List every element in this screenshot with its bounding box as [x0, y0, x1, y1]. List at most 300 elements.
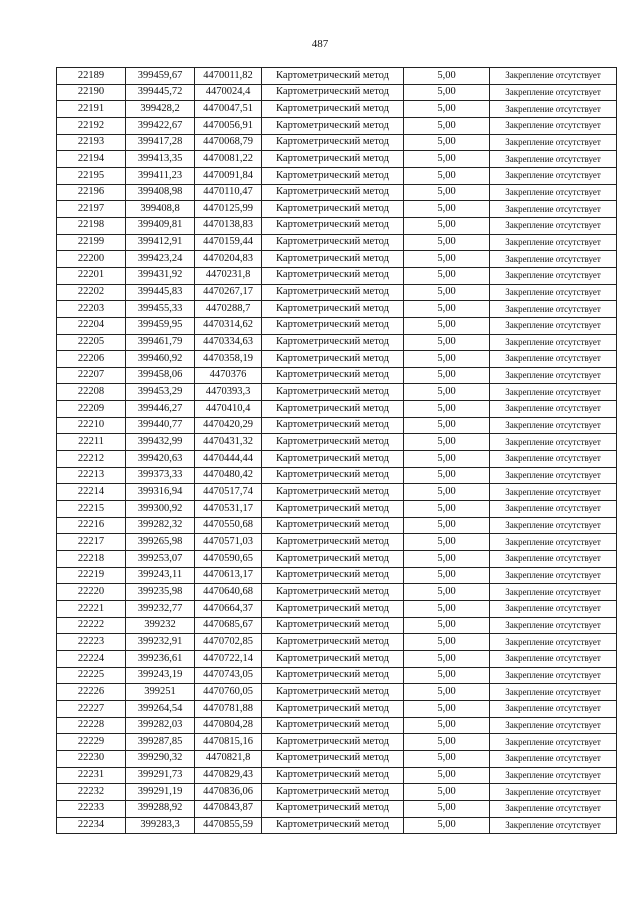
fixation-status-cell: Закрепление отсутствует — [490, 401, 617, 418]
accuracy-cell: 5,00 — [404, 700, 490, 717]
accuracy-cell: 5,00 — [404, 667, 490, 684]
accuracy-cell: 5,00 — [404, 650, 490, 667]
y-coordinate-cell: 4470550,68 — [195, 517, 262, 534]
table-row — [57, 284, 617, 301]
table-row — [57, 817, 617, 834]
x-coordinate-cell: 399251 — [126, 684, 195, 701]
x-coordinate-cell: 399459,67 — [126, 68, 195, 85]
fixation-status-cell: Закрепление отсутствует — [490, 584, 617, 601]
table-row — [57, 134, 617, 151]
y-coordinate-cell: 4470138,83 — [195, 217, 262, 234]
x-coordinate-cell: 399408,8 — [126, 201, 195, 218]
method-cell: Картометрический метод — [262, 84, 404, 101]
method-cell: Картометрический метод — [262, 734, 404, 751]
point-number-cell: 22202 — [57, 284, 126, 301]
y-coordinate-cell: 4470288,7 — [195, 301, 262, 318]
y-coordinate-cell: 4470640,68 — [195, 584, 262, 601]
fixation-status-cell: Закрепление отсутствует — [490, 800, 617, 817]
x-coordinate-cell: 399243,19 — [126, 667, 195, 684]
accuracy-cell: 5,00 — [404, 317, 490, 334]
table-row — [57, 417, 617, 434]
table-row — [57, 201, 617, 218]
table-row — [57, 317, 617, 334]
point-number-cell: 22229 — [57, 734, 126, 751]
page-number: 487 — [311, 38, 329, 50]
point-number-cell: 22192 — [57, 117, 126, 134]
point-number-cell: 22209 — [57, 401, 126, 418]
x-coordinate-cell: 399287,85 — [126, 734, 195, 751]
x-coordinate-cell: 399431,92 — [126, 267, 195, 284]
y-coordinate-cell: 4470480,42 — [195, 467, 262, 484]
accuracy-cell: 5,00 — [404, 201, 490, 218]
method-cell: Картометрический метод — [262, 134, 404, 151]
method-cell: Картометрический метод — [262, 634, 404, 651]
fixation-status-cell: Закрепление отсутствует — [490, 750, 617, 767]
fixation-status-cell: Закрепление отсутствует — [490, 201, 617, 218]
accuracy-cell: 5,00 — [404, 734, 490, 751]
table-row — [57, 151, 617, 168]
method-cell: Картометрический метод — [262, 201, 404, 218]
point-number-cell: 22194 — [57, 151, 126, 168]
accuracy-cell: 5,00 — [404, 417, 490, 434]
method-cell: Картометрический метод — [262, 767, 404, 784]
fixation-status-cell: Закрепление отсутствует — [490, 484, 617, 501]
fixation-status-cell: Закрепление отсутствует — [490, 184, 617, 201]
point-number-cell: 22191 — [57, 101, 126, 118]
y-coordinate-cell: 4470410,4 — [195, 401, 262, 418]
method-cell: Картометрический метод — [262, 451, 404, 468]
accuracy-cell: 5,00 — [404, 68, 490, 85]
accuracy-cell: 5,00 — [404, 334, 490, 351]
accuracy-cell: 5,00 — [404, 634, 490, 651]
accuracy-cell: 5,00 — [404, 584, 490, 601]
x-coordinate-cell: 399423,24 — [126, 251, 195, 268]
accuracy-cell: 5,00 — [404, 384, 490, 401]
fixation-status-cell: Закрепление отсутствует — [490, 451, 617, 468]
table-row — [57, 234, 617, 251]
point-number-cell: 22206 — [57, 351, 126, 368]
fixation-status-cell: Закрепление отсутствует — [490, 734, 617, 751]
fixation-status-cell: Закрепление отсутствует — [490, 501, 617, 518]
x-coordinate-cell: 399440,77 — [126, 417, 195, 434]
fixation-status-cell: Закрепление отсутствует — [490, 384, 617, 401]
y-coordinate-cell: 4470829,43 — [195, 767, 262, 784]
point-number-cell: 22210 — [57, 417, 126, 434]
point-number-cell: 22201 — [57, 267, 126, 284]
accuracy-cell: 5,00 — [404, 551, 490, 568]
method-cell: Картометрический метод — [262, 700, 404, 717]
y-coordinate-cell: 4470444,44 — [195, 451, 262, 468]
fixation-status-cell: Закрепление отсутствует — [490, 817, 617, 834]
y-coordinate-cell: 4470804,28 — [195, 717, 262, 734]
table-row — [57, 517, 617, 534]
x-coordinate-cell: 399422,67 — [126, 117, 195, 134]
accuracy-cell: 5,00 — [404, 401, 490, 418]
method-cell: Картометрический метод — [262, 68, 404, 85]
accuracy-cell: 5,00 — [404, 800, 490, 817]
fixation-status-cell: Закрепление отсутствует — [490, 684, 617, 701]
method-cell: Картометрический метод — [262, 650, 404, 667]
point-number-cell: 22190 — [57, 84, 126, 101]
method-cell: Картометрический метод — [262, 784, 404, 801]
fixation-status-cell: Закрепление отсутствует — [490, 467, 617, 484]
accuracy-cell: 5,00 — [404, 367, 490, 384]
method-cell: Картометрический метод — [262, 301, 404, 318]
table-row — [57, 401, 617, 418]
fixation-status-cell: Закрепление отсутствует — [490, 234, 617, 251]
method-cell: Картометрический метод — [262, 584, 404, 601]
x-coordinate-cell: 399235,98 — [126, 584, 195, 601]
y-coordinate-cell: 4470702,85 — [195, 634, 262, 651]
table-row — [57, 601, 617, 618]
y-coordinate-cell: 4470431,32 — [195, 434, 262, 451]
y-coordinate-cell: 4470517,74 — [195, 484, 262, 501]
fixation-status-cell: Закрепление отсутствует — [490, 617, 617, 634]
table-row — [57, 784, 617, 801]
x-coordinate-cell: 399243,11 — [126, 567, 195, 584]
fixation-status-cell: Закрепление отсутствует — [490, 284, 617, 301]
fixation-status-cell: Закрепление отсутствует — [490, 717, 617, 734]
x-coordinate-cell: 399282,32 — [126, 517, 195, 534]
accuracy-cell: 5,00 — [404, 451, 490, 468]
point-number-cell: 22199 — [57, 234, 126, 251]
y-coordinate-cell: 4470376 — [195, 367, 262, 384]
accuracy-cell: 5,00 — [404, 251, 490, 268]
table-row — [57, 567, 617, 584]
method-cell: Картометрический метод — [262, 251, 404, 268]
accuracy-cell: 5,00 — [404, 434, 490, 451]
method-cell: Картометрический метод — [262, 534, 404, 551]
table-row — [57, 384, 617, 401]
x-coordinate-cell: 399282,03 — [126, 717, 195, 734]
y-coordinate-cell: 4470159,44 — [195, 234, 262, 251]
point-number-cell: 22207 — [57, 367, 126, 384]
fixation-status-cell: Закрепление отсутствует — [490, 767, 617, 784]
point-number-cell: 22205 — [57, 334, 126, 351]
y-coordinate-cell: 4470056,91 — [195, 117, 262, 134]
x-coordinate-cell: 399291,19 — [126, 784, 195, 801]
x-coordinate-cell: 399316,94 — [126, 484, 195, 501]
fixation-status-cell: Закрепление отсутствует — [490, 101, 617, 118]
y-coordinate-cell: 4470613,17 — [195, 567, 262, 584]
y-coordinate-cell: 4470358,19 — [195, 351, 262, 368]
table-row — [57, 451, 617, 468]
y-coordinate-cell: 4470843,87 — [195, 800, 262, 817]
table-row — [57, 800, 617, 817]
accuracy-cell: 5,00 — [404, 717, 490, 734]
fixation-status-cell: Закрепление отсутствует — [490, 534, 617, 551]
method-cell: Картометрический метод — [262, 667, 404, 684]
y-coordinate-cell: 4470781,88 — [195, 700, 262, 717]
point-number-cell: 22196 — [57, 184, 126, 201]
method-cell: Картометрический метод — [262, 417, 404, 434]
x-coordinate-cell: 399253,07 — [126, 551, 195, 568]
x-coordinate-cell: 399283,3 — [126, 817, 195, 834]
y-coordinate-cell: 4470314,62 — [195, 317, 262, 334]
y-coordinate-cell: 4470855,59 — [195, 817, 262, 834]
point-number-cell: 22228 — [57, 717, 126, 734]
x-coordinate-cell: 399420,63 — [126, 451, 195, 468]
table-row — [57, 617, 617, 634]
x-coordinate-cell: 399373,33 — [126, 467, 195, 484]
y-coordinate-cell: 4470334,63 — [195, 334, 262, 351]
accuracy-cell: 5,00 — [404, 301, 490, 318]
method-cell: Картометрический метод — [262, 551, 404, 568]
accuracy-cell: 5,00 — [404, 351, 490, 368]
table-row — [57, 750, 617, 767]
fixation-status-cell: Закрепление отсутствует — [490, 251, 617, 268]
accuracy-cell: 5,00 — [404, 684, 490, 701]
fixation-status-cell: Закрепление отсутствует — [490, 151, 617, 168]
point-number-cell: 22212 — [57, 451, 126, 468]
y-coordinate-cell: 4470531,17 — [195, 501, 262, 518]
method-cell: Картометрический метод — [262, 567, 404, 584]
x-coordinate-cell: 399408,98 — [126, 184, 195, 201]
point-number-cell: 22204 — [57, 317, 126, 334]
x-coordinate-cell: 399300,92 — [126, 501, 195, 518]
method-cell: Картометрический метод — [262, 501, 404, 518]
y-coordinate-cell: 4470664,37 — [195, 601, 262, 618]
fixation-status-cell: Закрепление отсутствует — [490, 667, 617, 684]
point-number-cell: 22193 — [57, 134, 126, 151]
table-row — [57, 700, 617, 717]
x-coordinate-cell: 399459,95 — [126, 317, 195, 334]
table-row — [57, 634, 617, 651]
point-number-cell: 22224 — [57, 650, 126, 667]
point-number-cell: 22215 — [57, 501, 126, 518]
table-row — [57, 167, 617, 184]
table-row — [57, 351, 617, 368]
point-number-cell: 22220 — [57, 584, 126, 601]
fixation-status-cell: Закрепление отсутствует — [490, 68, 617, 85]
x-coordinate-cell: 399290,32 — [126, 750, 195, 767]
point-number-cell: 22211 — [57, 434, 126, 451]
point-number-cell: 22231 — [57, 767, 126, 784]
table-row — [57, 551, 617, 568]
x-coordinate-cell: 399409,81 — [126, 217, 195, 234]
fixation-status-cell: Закрепление отсутствует — [490, 784, 617, 801]
accuracy-cell: 5,00 — [404, 484, 490, 501]
fixation-status-cell: Закрепление отсутствует — [490, 367, 617, 384]
point-number-cell: 22217 — [57, 534, 126, 551]
method-cell: Картометрический метод — [262, 750, 404, 767]
x-coordinate-cell: 399265,98 — [126, 534, 195, 551]
y-coordinate-cell: 4470815,16 — [195, 734, 262, 751]
y-coordinate-cell: 4470110,47 — [195, 184, 262, 201]
y-coordinate-cell: 4470024,4 — [195, 84, 262, 101]
method-cell: Картометрический метод — [262, 167, 404, 184]
point-number-cell: 22213 — [57, 467, 126, 484]
x-coordinate-cell: 399288,92 — [126, 800, 195, 817]
accuracy-cell: 5,00 — [404, 784, 490, 801]
accuracy-cell: 5,00 — [404, 234, 490, 251]
x-coordinate-cell: 399458,06 — [126, 367, 195, 384]
table-row — [57, 534, 617, 551]
fixation-status-cell: Закрепление отсутствует — [490, 167, 617, 184]
fixation-status-cell: Закрепление отсутствует — [490, 417, 617, 434]
table-row — [57, 434, 617, 451]
y-coordinate-cell: 4470420,29 — [195, 417, 262, 434]
method-cell: Картометрический метод — [262, 800, 404, 817]
y-coordinate-cell: 4470821,8 — [195, 750, 262, 767]
accuracy-cell: 5,00 — [404, 534, 490, 551]
fixation-status-cell: Закрепление отсутствует — [490, 217, 617, 234]
fixation-status-cell: Закрепление отсутствует — [490, 434, 617, 451]
accuracy-cell: 5,00 — [404, 517, 490, 534]
fixation-status-cell: Закрепление отсутствует — [490, 634, 617, 651]
point-number-cell: 22230 — [57, 750, 126, 767]
point-number-cell: 22223 — [57, 634, 126, 651]
x-coordinate-cell: 399428,2 — [126, 101, 195, 118]
point-number-cell: 22203 — [57, 301, 126, 318]
table-row — [57, 584, 617, 601]
method-cell: Картометрический метод — [262, 267, 404, 284]
accuracy-cell: 5,00 — [404, 501, 490, 518]
method-cell: Картометрический метод — [262, 217, 404, 234]
point-number-cell: 22200 — [57, 251, 126, 268]
coordinates-table — [56, 67, 617, 834]
method-cell: Картометрический метод — [262, 401, 404, 418]
x-coordinate-cell: 399232 — [126, 617, 195, 634]
method-cell: Картометрический метод — [262, 117, 404, 134]
table-row — [57, 667, 617, 684]
method-cell: Картометрический метод — [262, 367, 404, 384]
point-number-cell: 22233 — [57, 800, 126, 817]
x-coordinate-cell: 399460,92 — [126, 351, 195, 368]
x-coordinate-cell: 399445,72 — [126, 84, 195, 101]
accuracy-cell: 5,00 — [404, 284, 490, 301]
accuracy-cell: 5,00 — [404, 267, 490, 284]
fixation-status-cell: Закрепление отсутствует — [490, 567, 617, 584]
method-cell: Картометрический метод — [262, 484, 404, 501]
fixation-status-cell: Закрепление отсутствует — [490, 317, 617, 334]
method-cell: Картометрический метод — [262, 184, 404, 201]
fixation-status-cell: Закрепление отсутствует — [490, 551, 617, 568]
x-coordinate-cell: 399461,79 — [126, 334, 195, 351]
table-row — [57, 251, 617, 268]
x-coordinate-cell: 399446,27 — [126, 401, 195, 418]
table-row — [57, 367, 617, 384]
y-coordinate-cell: 4470231,8 — [195, 267, 262, 284]
point-number-cell: 22189 — [57, 68, 126, 85]
x-coordinate-cell: 399232,91 — [126, 634, 195, 651]
fixation-status-cell: Закрепление отсутствует — [490, 267, 617, 284]
x-coordinate-cell: 399445,83 — [126, 284, 195, 301]
accuracy-cell: 5,00 — [404, 134, 490, 151]
accuracy-cell: 5,00 — [404, 167, 490, 184]
y-coordinate-cell: 4470722,14 — [195, 650, 262, 667]
fixation-status-cell: Закрепление отсутствует — [490, 334, 617, 351]
point-number-cell: 22198 — [57, 217, 126, 234]
y-coordinate-cell: 4470743,05 — [195, 667, 262, 684]
x-coordinate-cell: 399413,35 — [126, 151, 195, 168]
table-row — [57, 650, 617, 667]
table-row — [57, 717, 617, 734]
fixation-status-cell: Закрепление отсутствует — [490, 301, 617, 318]
x-coordinate-cell: 399453,29 — [126, 384, 195, 401]
table-row — [57, 734, 617, 751]
accuracy-cell: 5,00 — [404, 467, 490, 484]
accuracy-cell: 5,00 — [404, 750, 490, 767]
method-cell: Картометрический метод — [262, 351, 404, 368]
method-cell: Картометрический метод — [262, 284, 404, 301]
fixation-status-cell: Закрепление отсутствует — [490, 601, 617, 618]
method-cell: Картометрический метод — [262, 334, 404, 351]
table-row — [57, 68, 617, 85]
method-cell: Картометрический метод — [262, 601, 404, 618]
method-cell: Картометрический метод — [262, 617, 404, 634]
y-coordinate-cell: 4470047,51 — [195, 101, 262, 118]
table-row — [57, 267, 617, 284]
y-coordinate-cell: 4470571,03 — [195, 534, 262, 551]
x-coordinate-cell: 399232,77 — [126, 601, 195, 618]
method-cell: Картометрический метод — [262, 467, 404, 484]
accuracy-cell: 5,00 — [404, 117, 490, 134]
accuracy-cell: 5,00 — [404, 84, 490, 101]
y-coordinate-cell: 4470091,84 — [195, 167, 262, 184]
fixation-status-cell: Закрепление отсутствует — [490, 84, 617, 101]
accuracy-cell: 5,00 — [404, 817, 490, 834]
method-cell: Картометрический метод — [262, 817, 404, 834]
table-row — [57, 501, 617, 518]
accuracy-cell: 5,00 — [404, 767, 490, 784]
method-cell: Картометрический метод — [262, 384, 404, 401]
accuracy-cell: 5,00 — [404, 151, 490, 168]
table-row — [57, 684, 617, 701]
point-number-cell: 22195 — [57, 167, 126, 184]
point-number-cell: 22214 — [57, 484, 126, 501]
accuracy-cell: 5,00 — [404, 217, 490, 234]
y-coordinate-cell: 4470836,06 — [195, 784, 262, 801]
fixation-status-cell: Закрепление отсутствует — [490, 650, 617, 667]
point-number-cell: 22227 — [57, 700, 126, 717]
table-row — [57, 84, 617, 101]
table-row — [57, 301, 617, 318]
x-coordinate-cell: 399417,28 — [126, 134, 195, 151]
point-number-cell: 22225 — [57, 667, 126, 684]
method-cell: Картометрический метод — [262, 234, 404, 251]
fixation-status-cell: Закрепление отсутствует — [490, 517, 617, 534]
y-coordinate-cell: 4470204,83 — [195, 251, 262, 268]
table-row — [57, 767, 617, 784]
y-coordinate-cell: 4470590,65 — [195, 551, 262, 568]
point-number-cell: 22197 — [57, 201, 126, 218]
fixation-status-cell: Закрепление отсутствует — [490, 351, 617, 368]
table-row — [57, 117, 617, 134]
point-number-cell: 22222 — [57, 617, 126, 634]
method-cell: Картометрический метод — [262, 684, 404, 701]
method-cell: Картометрический метод — [262, 434, 404, 451]
point-number-cell: 22226 — [57, 684, 126, 701]
fixation-status-cell: Закрепление отсутствует — [490, 134, 617, 151]
x-coordinate-cell: 399291,73 — [126, 767, 195, 784]
coordinates-table-body — [57, 68, 617, 834]
y-coordinate-cell: 4470068,79 — [195, 134, 262, 151]
point-number-cell: 22219 — [57, 567, 126, 584]
y-coordinate-cell: 4470393,3 — [195, 384, 262, 401]
y-coordinate-cell: 4470011,82 — [195, 68, 262, 85]
y-coordinate-cell: 4470267,17 — [195, 284, 262, 301]
method-cell: Картометрический метод — [262, 151, 404, 168]
accuracy-cell: 5,00 — [404, 617, 490, 634]
x-coordinate-cell: 399236,61 — [126, 650, 195, 667]
accuracy-cell: 5,00 — [404, 184, 490, 201]
fixation-status-cell: Закрепление отсутствует — [490, 700, 617, 717]
x-coordinate-cell: 399432,99 — [126, 434, 195, 451]
y-coordinate-cell: 4470685,67 — [195, 617, 262, 634]
method-cell: Картометрический метод — [262, 517, 404, 534]
y-coordinate-cell: 4470760,05 — [195, 684, 262, 701]
